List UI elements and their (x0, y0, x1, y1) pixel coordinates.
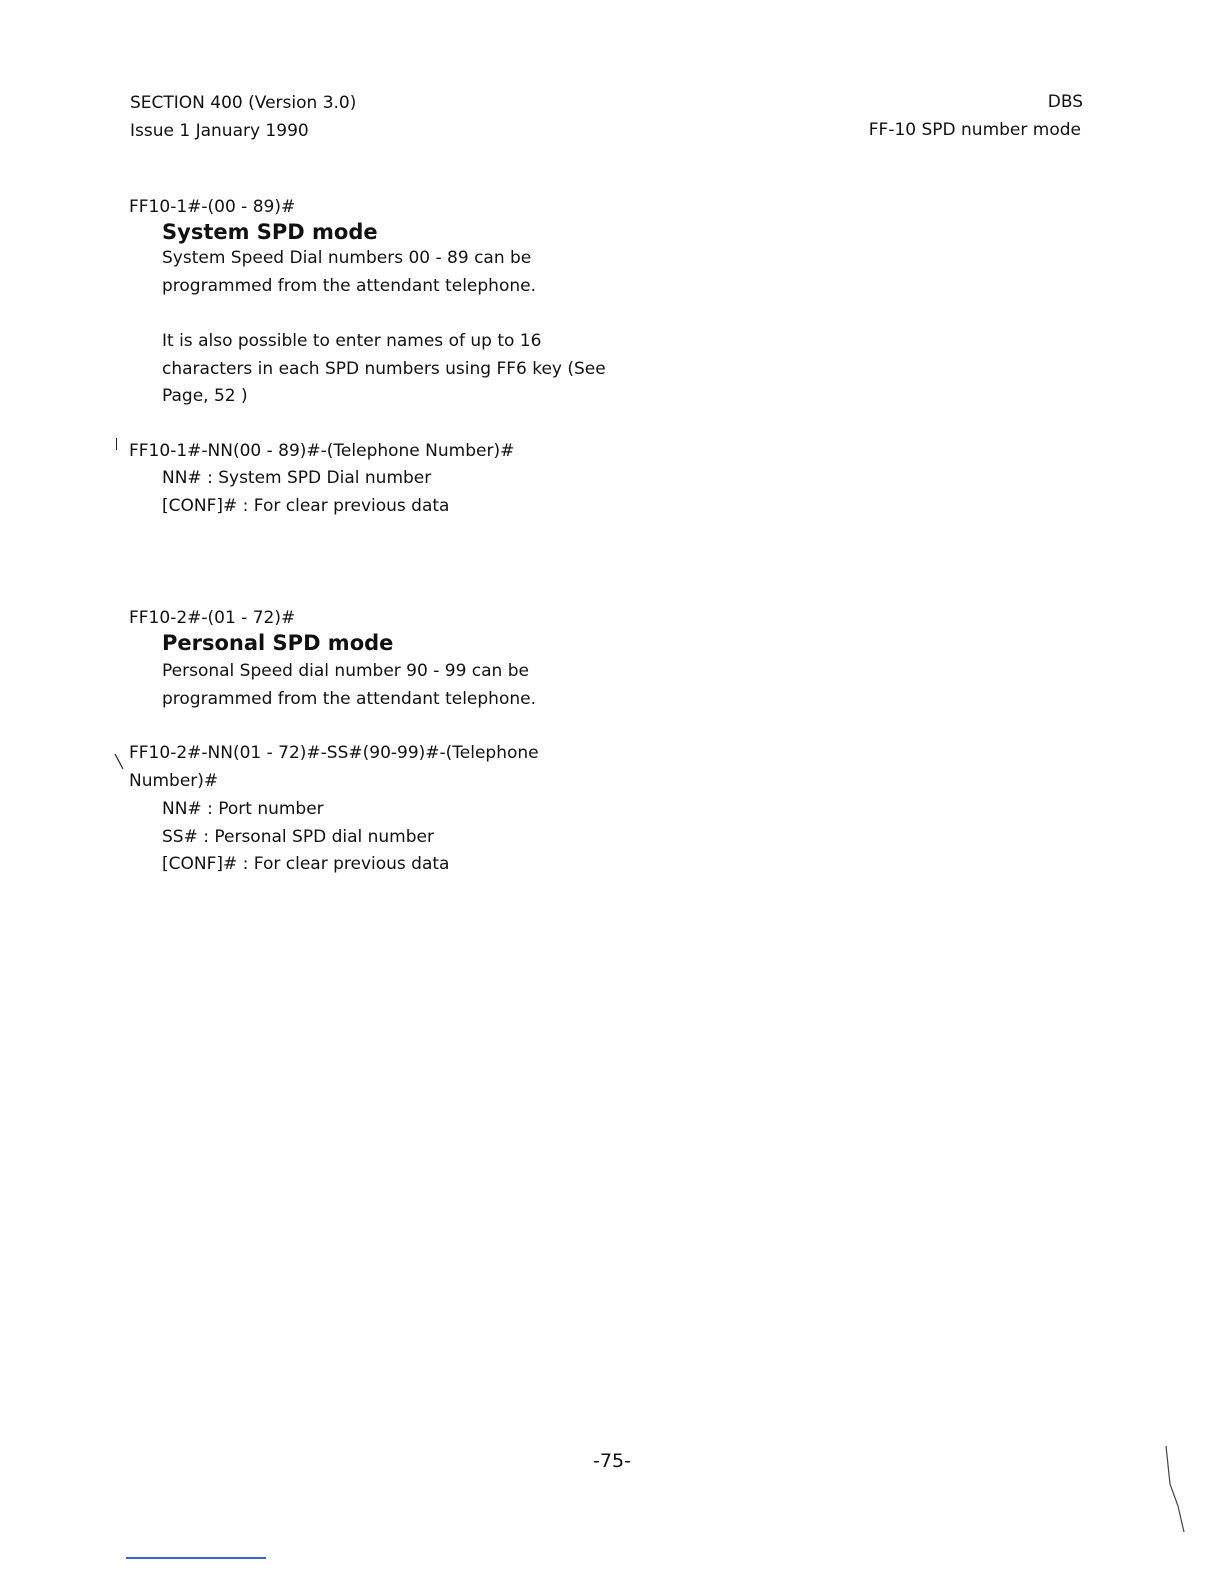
personal-spd-description (162, 658, 536, 713)
page-number: -75- (593, 1450, 631, 1472)
param-line: [CONF]# : For clear previous data (162, 854, 450, 874)
system-spd-code: FF10-1#-(00 - 89)# (129, 197, 296, 217)
syntax-line: Number)# (129, 770, 219, 791)
issue-date: Issue 1 January 1990 (130, 121, 309, 141)
personal-spd-syntax (129, 740, 539, 795)
topic-title: FF-10 SPD number mode (868, 120, 1081, 140)
system-spd-heading: System SPD mode (162, 220, 378, 244)
personal-spd-heading: Personal SPD mode (162, 631, 394, 655)
personal-spd-params (162, 796, 449, 879)
system-spd-note (162, 328, 606, 411)
scan-check-mark (114, 752, 126, 772)
note-line: characters in each SPD numbers using FF6 key (See (162, 358, 606, 379)
note-line: It is also possible to enter names of up to 16 (162, 331, 542, 351)
product-name: DBS (1047, 92, 1083, 112)
param-line: [CONF]# : For clear previous data (162, 495, 450, 516)
description-line: System Speed Dial numbers 00 - 89 can be (162, 248, 532, 268)
description-line: programmed from the attendant telephone. (162, 688, 536, 709)
scan-tick-mark (116, 438, 117, 450)
section-label: SECTION 400 (Version 3.0) (130, 93, 357, 113)
syntax-line: FF10-2#-NN(01 - 72)#-SS#(90-99)#-(Telephone (129, 743, 539, 763)
param-line: NN# : System SPD Dial number (162, 468, 432, 488)
system-spd-description (162, 245, 536, 300)
description-line: programmed from the attendant telephone. (162, 275, 536, 296)
param-line: SS# : Personal SPD dial number (162, 826, 434, 847)
system-spd-params (162, 465, 449, 520)
description-line: Personal Speed dial number 90 - 99 can be (162, 661, 529, 681)
footer-rule (126, 1557, 266, 1559)
system-spd-syntax: FF10-1#-NN(00 - 89)#-(Telephone Number)# (129, 441, 515, 461)
personal-spd-code: FF10-2#-(01 - 72)# (129, 608, 296, 628)
param-line: NN# : Port number (162, 799, 324, 819)
note-line: Page, 52 ) (162, 386, 248, 406)
